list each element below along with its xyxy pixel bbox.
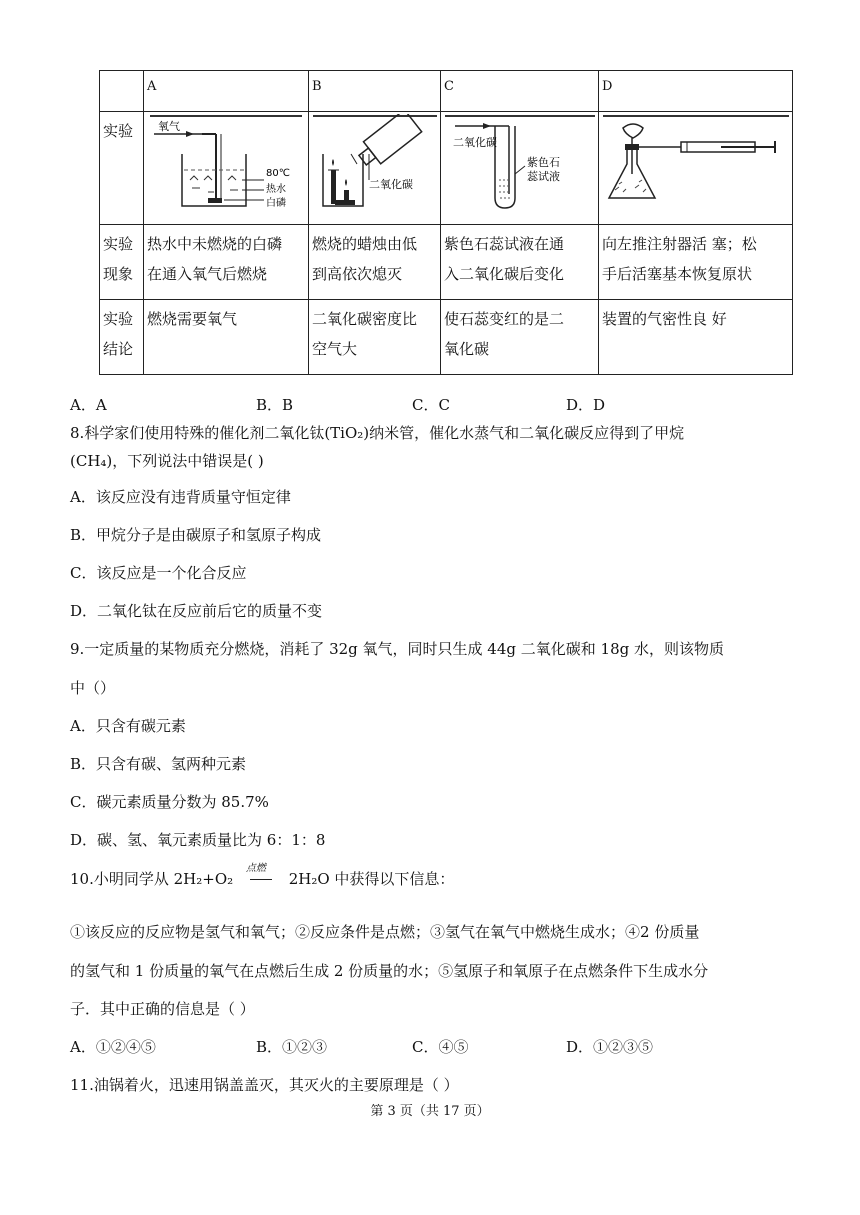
table-header-row [100, 71, 793, 112]
label-co2-c: 二氧化碳 [453, 136, 497, 149]
q9-option-a[interactable]: A．只含有碳元素 [70, 717, 186, 735]
label-co2-b: 二氧化碳 [369, 178, 413, 191]
text-line: 空气大 [312, 340, 358, 358]
q8-option-a[interactable]: A．该反应没有违背质量守恒定律 [70, 488, 291, 506]
table-row-conclusion [100, 300, 793, 375]
text-line: 氧化碳 [444, 340, 490, 358]
text-line: 到高依次熄灭 [312, 265, 403, 283]
q8-option-d[interactable]: D．二氧化钛在反应前后它的质量不变 [70, 602, 323, 620]
beaker-phosphorus-figure [146, 114, 306, 212]
q7-option-a[interactable]: A．A [70, 396, 107, 414]
text-line: 手后活塞基本恢复原状 [602, 265, 753, 283]
label-white-phosphorus: 白磷 [266, 198, 286, 209]
experiment-table [99, 70, 793, 375]
page-footer: 第 3 页（共 17 页） [370, 1104, 490, 1119]
row-label-line: 实验 [103, 235, 134, 253]
q10-stem [70, 863, 455, 889]
table-row-observation [100, 225, 793, 300]
q8-option-c[interactable]: C．该反应是一个化合反应 [70, 564, 247, 582]
table-row-experiment [100, 112, 793, 225]
q10-stem-post: 2H₂O 中获得以下信息： [288, 870, 455, 888]
text-line: 二氧化碳密度比 [312, 310, 418, 328]
row-label-conclusion [100, 300, 144, 375]
q8-stem-line-2: (CH₄)，下列说法中错误是( ) [70, 452, 264, 470]
q10-info-line-1: ①该反应的反应物是氢气和氧气；②反应条件是点燃；③氢气在氧气中燃烧生成水；④2 份质量 [70, 923, 700, 941]
q10-option-d[interactable]: D．①②③⑤ [566, 1038, 654, 1056]
q10-option-a[interactable]: A．①②④⑤ [70, 1038, 156, 1056]
header-cell-d: D [599, 71, 793, 112]
condition-label: 点燃 [245, 863, 266, 874]
text-line: 热水中未燃烧的白磷 [147, 235, 283, 253]
text-line: 燃烧需要氧气 [147, 310, 238, 328]
label-litmus-2: 蕊试液 [527, 170, 560, 183]
q9-stem-line-1: 9.一定质量的某物质充分燃烧，消耗了 32g 氧气，同时只生成 44g 二氧化碳和 18g 水，则该物质 [70, 640, 724, 658]
label-oxygen: 氧气 [158, 120, 180, 133]
row-label-line: 现象 [103, 265, 134, 283]
header-cell-a: A [144, 71, 309, 112]
q10-option-b[interactable]: B．①②③ [256, 1038, 328, 1056]
q9-stem-line-2: 中（） [70, 679, 116, 697]
condition-line [250, 879, 272, 880]
figure-cell-b [309, 112, 441, 225]
label-80c: 80℃ [266, 168, 290, 179]
observation-d [599, 225, 793, 300]
conclusion-b [309, 300, 441, 375]
q9-option-d[interactable]: D．碳、氢、氧元素质量比为 6：1：8 [70, 831, 326, 849]
q11-stem: 11.油锅着火，迅速用锅盖盖灭，其灭火的主要原理是（ ） [70, 1076, 459, 1094]
q8-stem-line-1: 8.科学家们使用特殊的催化剂二氧化钛(TiO₂)纳米管，催化水蒸气和二氧化碳反应得到了甲烷 [70, 424, 685, 442]
q10-option-c[interactable]: C．④⑤ [412, 1038, 469, 1056]
header-cell [100, 71, 144, 112]
q10-info-line-3: 子．其中正确的信息是（ ） [70, 1000, 255, 1018]
text-line: 入二氧化碳后变化 [444, 265, 565, 283]
figure-cell-d [599, 112, 793, 225]
q9-option-c[interactable]: C．碳元素质量分数为 85.7% [70, 793, 269, 811]
figure-cell-c [441, 112, 599, 225]
conclusion-c [441, 300, 599, 375]
row-label-line: 结论 [103, 340, 134, 358]
header-cell-c: C [441, 71, 599, 112]
text-line: 使石蕊变红的是二 [444, 310, 565, 328]
text-line: 装置的气密性良 好 [602, 310, 727, 328]
row-label-line: 实验 [103, 310, 134, 328]
q10-stem-pre: 10.小明同学从 2H₂+O₂ [70, 870, 234, 888]
q10-info-line-2: 的氢气和 1 份质量的氧气在点燃后生成 2 份质量的水；⑤氢原子和氧原子在点燃条件下生成水分 [70, 962, 709, 980]
text-line: 紫色石蕊试液在通 [444, 235, 565, 253]
observation-b [309, 225, 441, 300]
figure-cell-a [144, 112, 309, 225]
reaction-condition [244, 863, 278, 889]
conclusion-a [144, 300, 309, 375]
conclusion-d [599, 300, 793, 375]
q7-option-d[interactable]: D．D [566, 396, 606, 414]
text-line: 向左推注射器活 塞；松 [602, 235, 757, 253]
q8-option-b[interactable]: B．甲烷分子是由碳原子和氢原子构成 [70, 526, 322, 544]
q7-option-c[interactable]: C．C [412, 396, 450, 414]
observation-a [144, 225, 309, 300]
candles-co2-figure [311, 114, 439, 212]
label-hot-water: 热水 [266, 184, 286, 195]
q9-option-b[interactable]: B．只含有碳、氢两种元素 [70, 755, 247, 773]
test-tube-litmus-figure [443, 114, 597, 212]
row-label-observation [100, 225, 144, 300]
label-litmus-1: 紫色石 [527, 156, 560, 169]
row-label-experiment: 实验 [100, 112, 144, 225]
flask-syringe-figure [601, 114, 791, 212]
text-line: 在通入氧气后燃烧 [147, 265, 268, 283]
header-cell-b: B [309, 71, 441, 112]
q7-option-b[interactable]: B．B [256, 396, 294, 414]
text-line: 燃烧的蜡烛由低 [312, 235, 418, 253]
observation-c [441, 225, 599, 300]
